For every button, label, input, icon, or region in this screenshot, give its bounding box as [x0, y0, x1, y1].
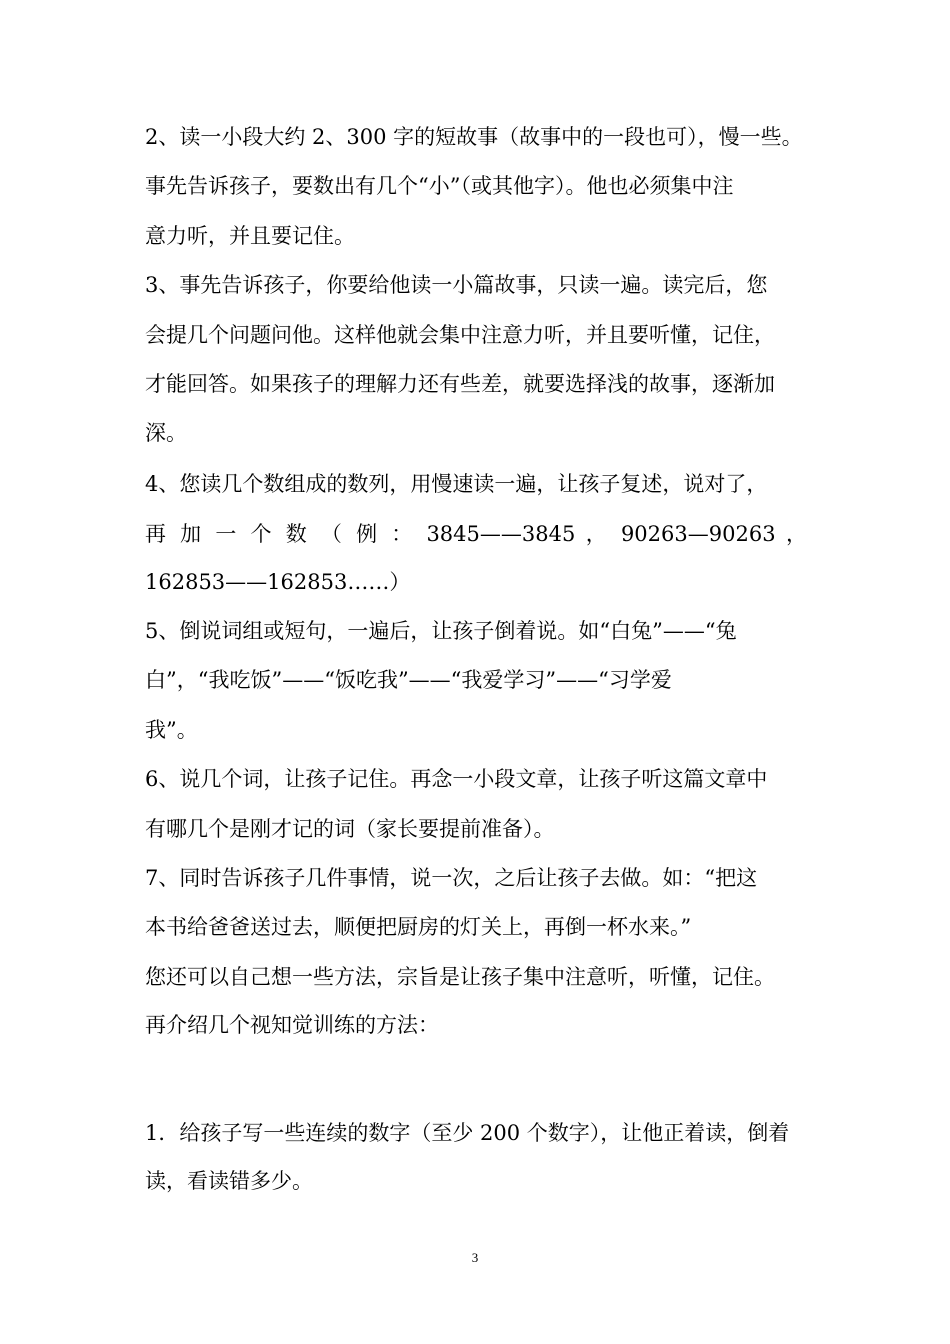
text-line: 6、说几个词，让孩子记住。再念一小段文章，让孩子听这篇文章中 [145, 767, 768, 791]
text-line: 事先告诉孩子，要数出有几个“小”（或其他字）。他也必须集中注 [145, 174, 734, 198]
text-line: 3、事先告诉孩子，你要给他读一小篇故事，只读一遍。读完后，您 [145, 273, 768, 297]
text-line: 有哪几个是刚才记的词（家长要提前准备）。 [145, 817, 555, 841]
text-line: 读，看读错多少。 [145, 1169, 313, 1193]
text-line: 意力听，并且要记住。 [145, 224, 355, 248]
text-line: 1．给孩子写一些连续的数字（至少 200 个数字），让他正着读，倒着 [145, 1121, 790, 1145]
page-number: 3 [471, 1250, 479, 1265]
text-line: 7、同时告诉孩子几件事情，说一次，之后让孩子去做。如：“把这 [145, 866, 758, 890]
text-line: 白”，“我吃饭”——“饭吃我”——“我爱学习”——“习学爱 [145, 668, 672, 692]
text-line: 您还可以自己想一些方法，宗旨是让孩子集中注意听，听懂，记住。 [145, 965, 775, 989]
text-line: 5、倒说词组或短句，一遍后，让孩子倒着说。如“白兔”——“兔 [145, 619, 737, 643]
text-line: 本书给爸爸送过去，顺便把厨房的灯关上，再倒一杯水来。” [145, 915, 692, 939]
text-line: 才能回答。如果孩子的理解力还有些差，就要选择浅的故事，逐渐加 [145, 372, 775, 396]
text-line: 4、您读几个数组成的数列，用慢速读一遍，让孩子复述，说对了， [145, 472, 768, 496]
text-line: 162853——162853……） [145, 570, 411, 594]
text-line: 深。 [145, 421, 187, 445]
text-line: 我”。 [145, 718, 198, 742]
text-line: 再 加 一 个 数 （ 例 ： 3845——3845 ， 90263—90263 ， [145, 522, 807, 546]
text-line: 再介绍几个视知觉训练的方法： [145, 1013, 439, 1037]
text-line: 会提几个问题问他。这样他就会集中注意力听，并且要听懂，记住， [145, 323, 775, 347]
text-line: 2、读一小段大约 2、300 字的短故事（故事中的一段也可），慢一些。 [145, 125, 803, 149]
